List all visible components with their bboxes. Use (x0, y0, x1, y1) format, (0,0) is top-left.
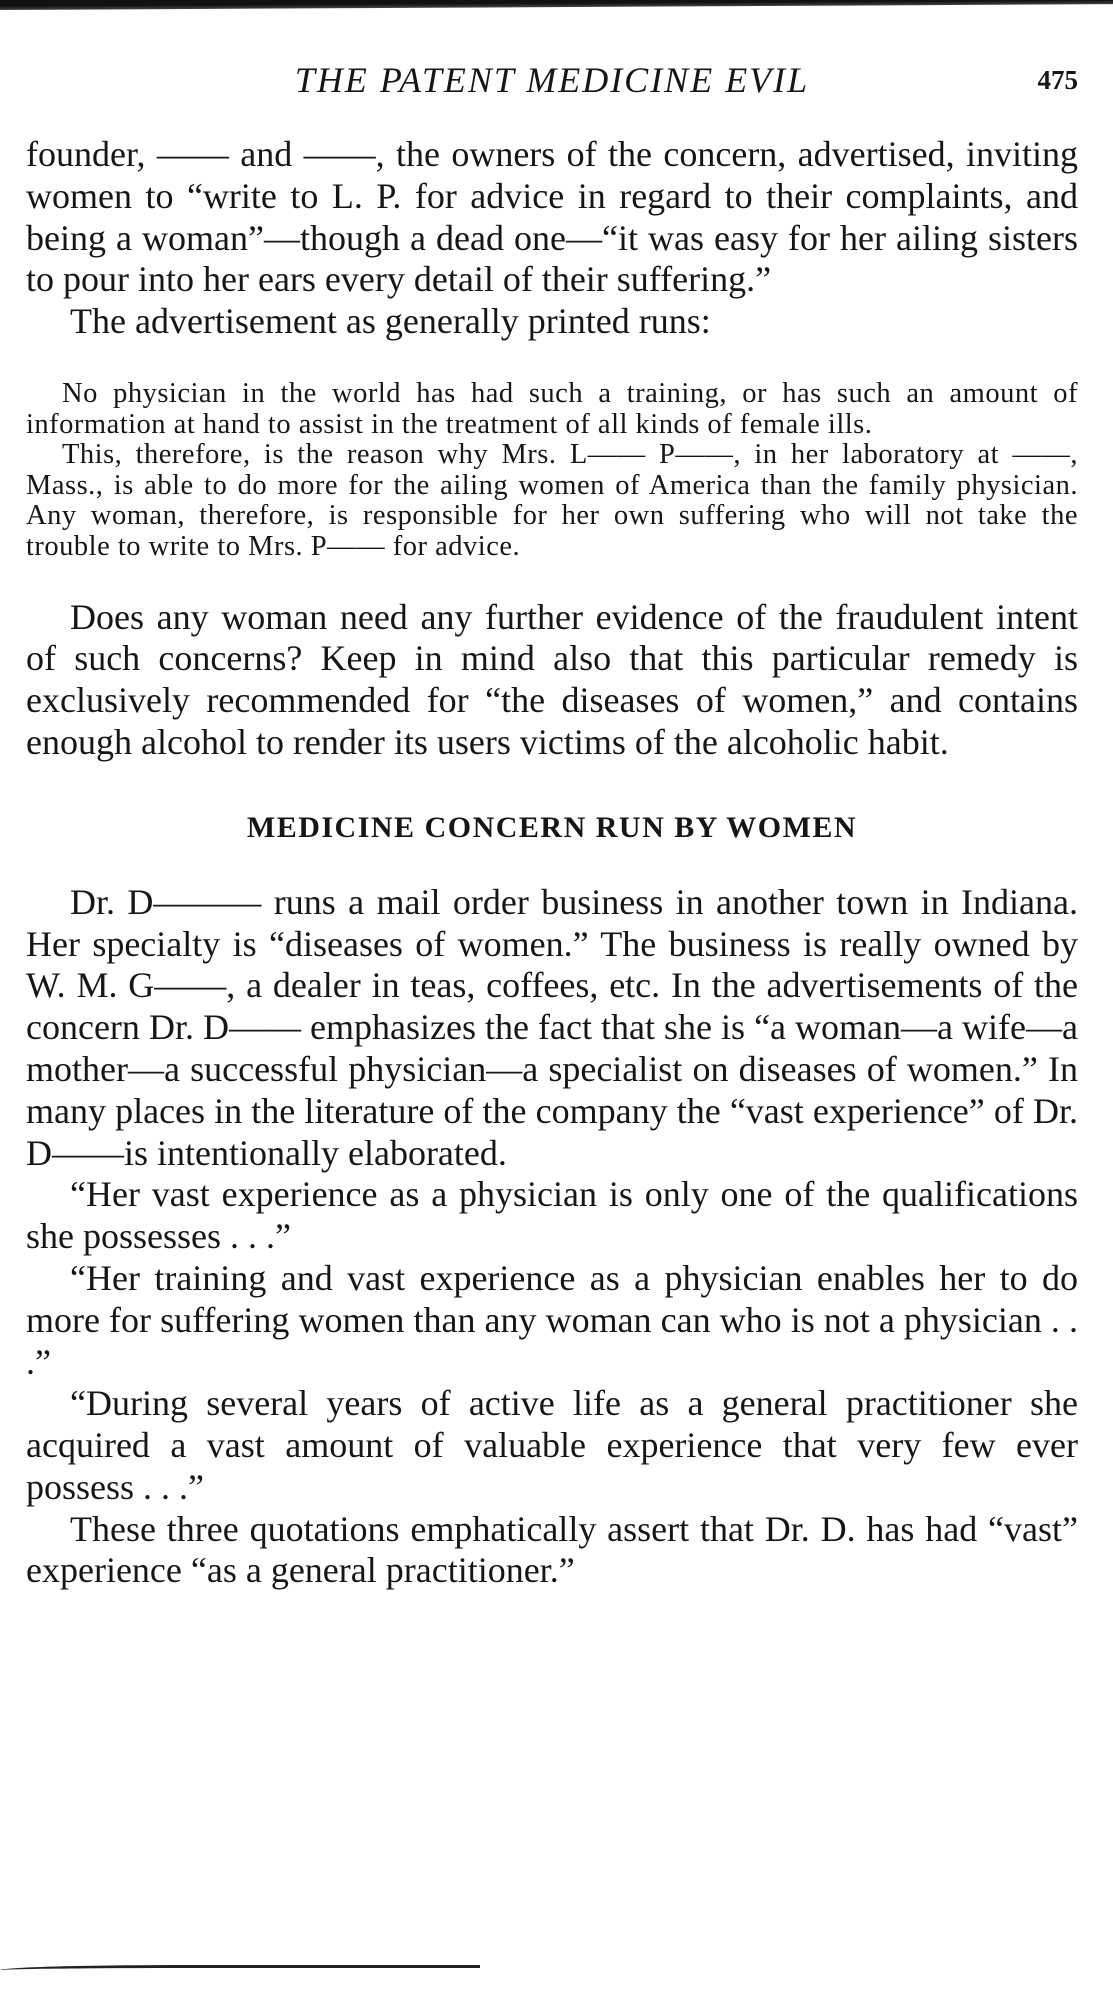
paragraph-evidence: Does any woman need any further evidence of the fraudulent intent of such concerns? Keep in mind also that this particular remedy is exclusively recommended for “the diseases of women,” and contains enough alcohol to render its users victims of the alcoholic habit. (26, 596, 1078, 762)
scan-edge-top (0, 0, 1113, 10)
scan-edge-bottom (0, 1965, 480, 1978)
quotation-2: “Her training and vast experience as a physician enables her to do more for suffering women than any woman can who is not a physician . . .” (26, 1257, 1078, 1382)
paragraph-conclusion: These three quotations emphatically assert that Dr. D. has had “vast” experience “as a general practitioner.” (26, 1508, 1078, 1591)
section-heading: MEDICINE CONCERN RUN BY WOMEN (246, 810, 858, 844)
paragraph-advertisement-intro: The advertisement as generally printed runs: (70, 301, 711, 342)
page-body (26, 134, 1078, 1592)
paragraph-dr-d: Dr. D——— runs a mail order business in another town in Indiana. Her specialty is “diseases of women.” The business is really owned by W. M. G——, a dealer in teas, coffees, etc. In the advertisements of the concern Dr. D—— emphasizes the fact that she is “a woman—a wife—a mother—a successful physician—a specialist on diseases of women.” In many places in the literature of the company the “vast experience” of Dr. D——is intentionally elaborated. (26, 881, 1078, 1173)
quote-paragraph-1: No physician in the world has had such a training, or has such an amount of information at hand to assist in the treatment of all kinds of female ills. (26, 377, 1078, 440)
advertisement-quote (26, 379, 1078, 563)
quotation-1: “Her vast experience as a physician is only one of the qualifications she possesses . . .” (26, 1174, 1078, 1257)
quotation-3: “During several years of active life as a general practitioner she acquired a vast amount of valuable experience that very few ever possess . . .” (26, 1383, 1078, 1507)
running-head (26, 58, 1078, 102)
running-title: THE PATENT MEDICINE EVIL (294, 60, 810, 100)
quote-paragraph-2: This, therefore, is the reason why Mrs. L—— P——, in her laboratory at ——, Mass., is able to do more for the ailing women of America than the family physician. Any woman, therefore, is responsible for her own suffering who will not take the trouble to write to Mrs. P—— for advice. (26, 439, 1078, 562)
paragraph-continued: founder, —— and ——, the owners of the concern, advertised, inviting women to “write to L. P. for advice in regard to their complaints, and being a woman”—though a dead one—“it was easy for her ailing sisters to pour into her ears every detail of their suffering.” (26, 134, 1078, 300)
page-number: 475 (1037, 65, 1078, 95)
